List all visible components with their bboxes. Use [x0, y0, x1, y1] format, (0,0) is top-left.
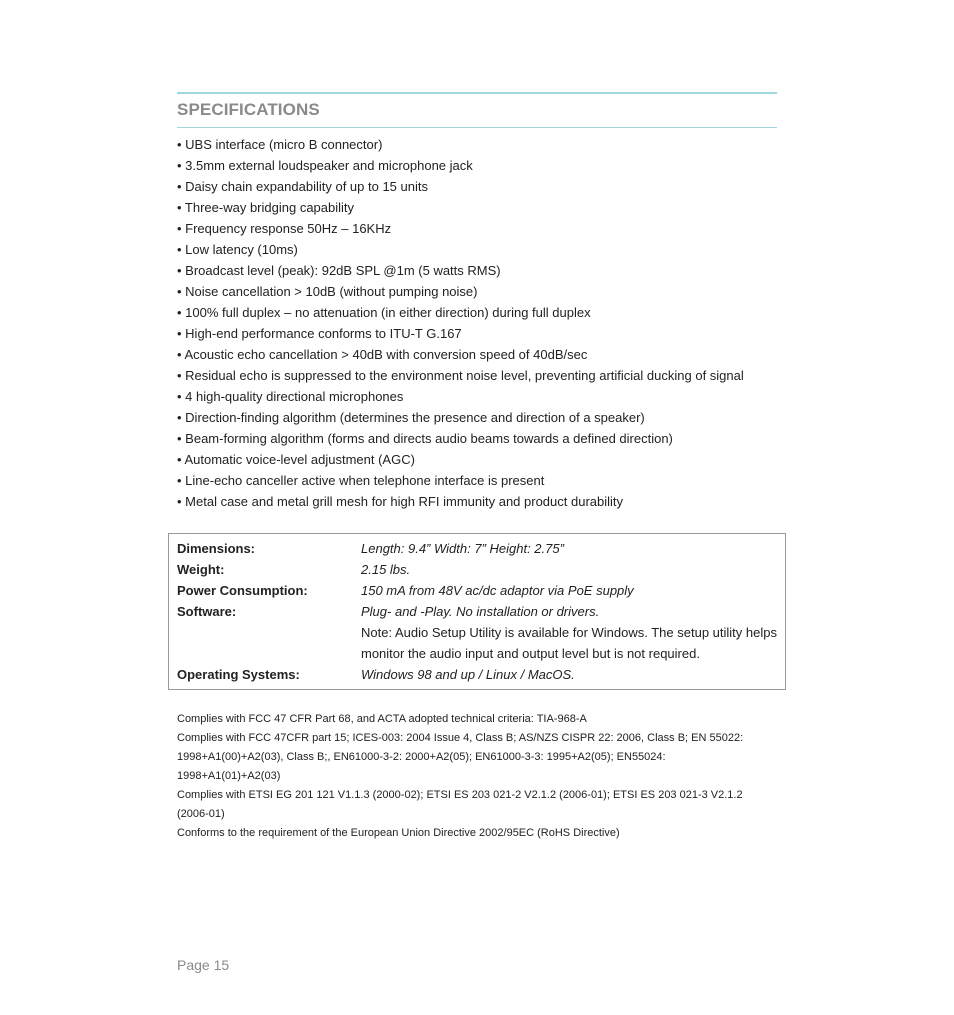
table-row: [177, 664, 777, 685]
spec-item: • Daisy chain expandability of up to 15 units: [177, 179, 428, 194]
software-label: Software:: [177, 604, 237, 619]
dimensions-label: Dimensions:: [177, 541, 256, 556]
spec-item: • 4 high-quality directional microphones: [177, 389, 404, 404]
spec-item: • Direction-finding algorithm (determines the presence and direction of a speaker): [177, 410, 645, 425]
table-row: [177, 601, 777, 622]
spec-item: • Residual echo is suppressed to the environment noise level, preventing artificial ducking of signal: [177, 368, 744, 383]
os-label: Operating Systems:: [177, 667, 300, 682]
section-heading: SPECIFICATIONS: [177, 100, 320, 119]
software-value: Plug- and -Play. No installation or drivers.: [361, 604, 600, 619]
spec-item: • High-end performance conforms to ITU-T G.167: [177, 326, 462, 341]
power-value: 150 mA from 48V ac/dc adaptor via PoE supply: [361, 583, 634, 598]
heading-underline: [177, 127, 777, 128]
power-label: Power Consumption:: [177, 583, 308, 598]
weight-label: Weight:: [177, 562, 225, 577]
spec-item: • Frequency response 50Hz – 16KHz: [177, 221, 392, 236]
spec-item: • Automatic voice-level adjustment (AGC): [177, 452, 415, 467]
spec-item: • Acoustic echo cancellation > 40dB with conversion speed of 40dB/sec: [177, 347, 588, 362]
spec-item: • 3.5mm external loudspeaker and microphone jack: [177, 158, 473, 173]
spec-list: [177, 134, 797, 512]
spec-item: • Line-echo canceller active when telephone interface is present: [177, 473, 545, 488]
page-number: Page 15: [177, 957, 230, 973]
table-row: [177, 622, 777, 664]
spec-item: • Metal case and metal grill mesh for high RFI immunity and product durability: [177, 494, 624, 509]
os-value: Windows 98 and up / Linux / MacOS.: [361, 667, 575, 682]
compliance-line: Complies with ETSI EG 201 121 V1.1.3 (2000-02); ETSI ES 203 021-2 V2.1.2 (2006-01); ETSI ES 203 021-3 V2.1.2 (2006-01): [177, 789, 743, 820]
spec-item: • Beam-forming algorithm (forms and directs audio beams towards a defined direction): [177, 431, 673, 446]
compliance-line: Conforms to the requirement of the European Union Directive 2002/95EC (RoHS Directive): [177, 827, 620, 839]
dimensions-value: Length: 9.4” Width: 7” Height: 2.75”: [361, 541, 564, 556]
compliance-notes: [177, 710, 747, 843]
compliance-line: Complies with FCC 47 CFR Part 68, and ACTA adopted technical criteria: TIA-968-A: [177, 713, 587, 725]
software-note-spacer: [177, 622, 361, 664]
table-row: [177, 580, 777, 601]
spec-item: • UBS interface (micro B connector): [177, 137, 383, 152]
table-row: [177, 538, 777, 559]
weight-value: 2.15 lbs.: [361, 562, 411, 577]
spec-item: • Noise cancellation > 10dB (without pumping noise): [177, 284, 478, 299]
spec-item: • Low latency (10ms): [177, 242, 298, 257]
top-divider: [177, 92, 777, 94]
table-row: [177, 559, 777, 580]
spec-item: • Broadcast level (peak): 92dB SPL @1m (5 watts RMS): [177, 263, 501, 278]
spec-item: • 100% full duplex – no attenuation (in either direction) during full duplex: [177, 305, 591, 320]
physical-specs-table: [168, 533, 786, 690]
spec-item: • Three-way bridging capability: [177, 200, 355, 215]
software-note: Note: Audio Setup Utility is available for Windows. The setup utility helps monitor the audio input and output level but is not required.: [361, 625, 777, 661]
compliance-line: Complies with FCC 47CFR part 15; ICES-003: 2004 Issue 4, Class B; AS/NZS CISPR 22: 2006, Class B; EN 55022: 1998+A1(00)+A2(03), Class B;, EN61000-3-2: 2000+A2(05); EN61000-3-3: 1995+A2(05); EN55024: 1998+A1(01)+A2(03): [177, 732, 744, 782]
